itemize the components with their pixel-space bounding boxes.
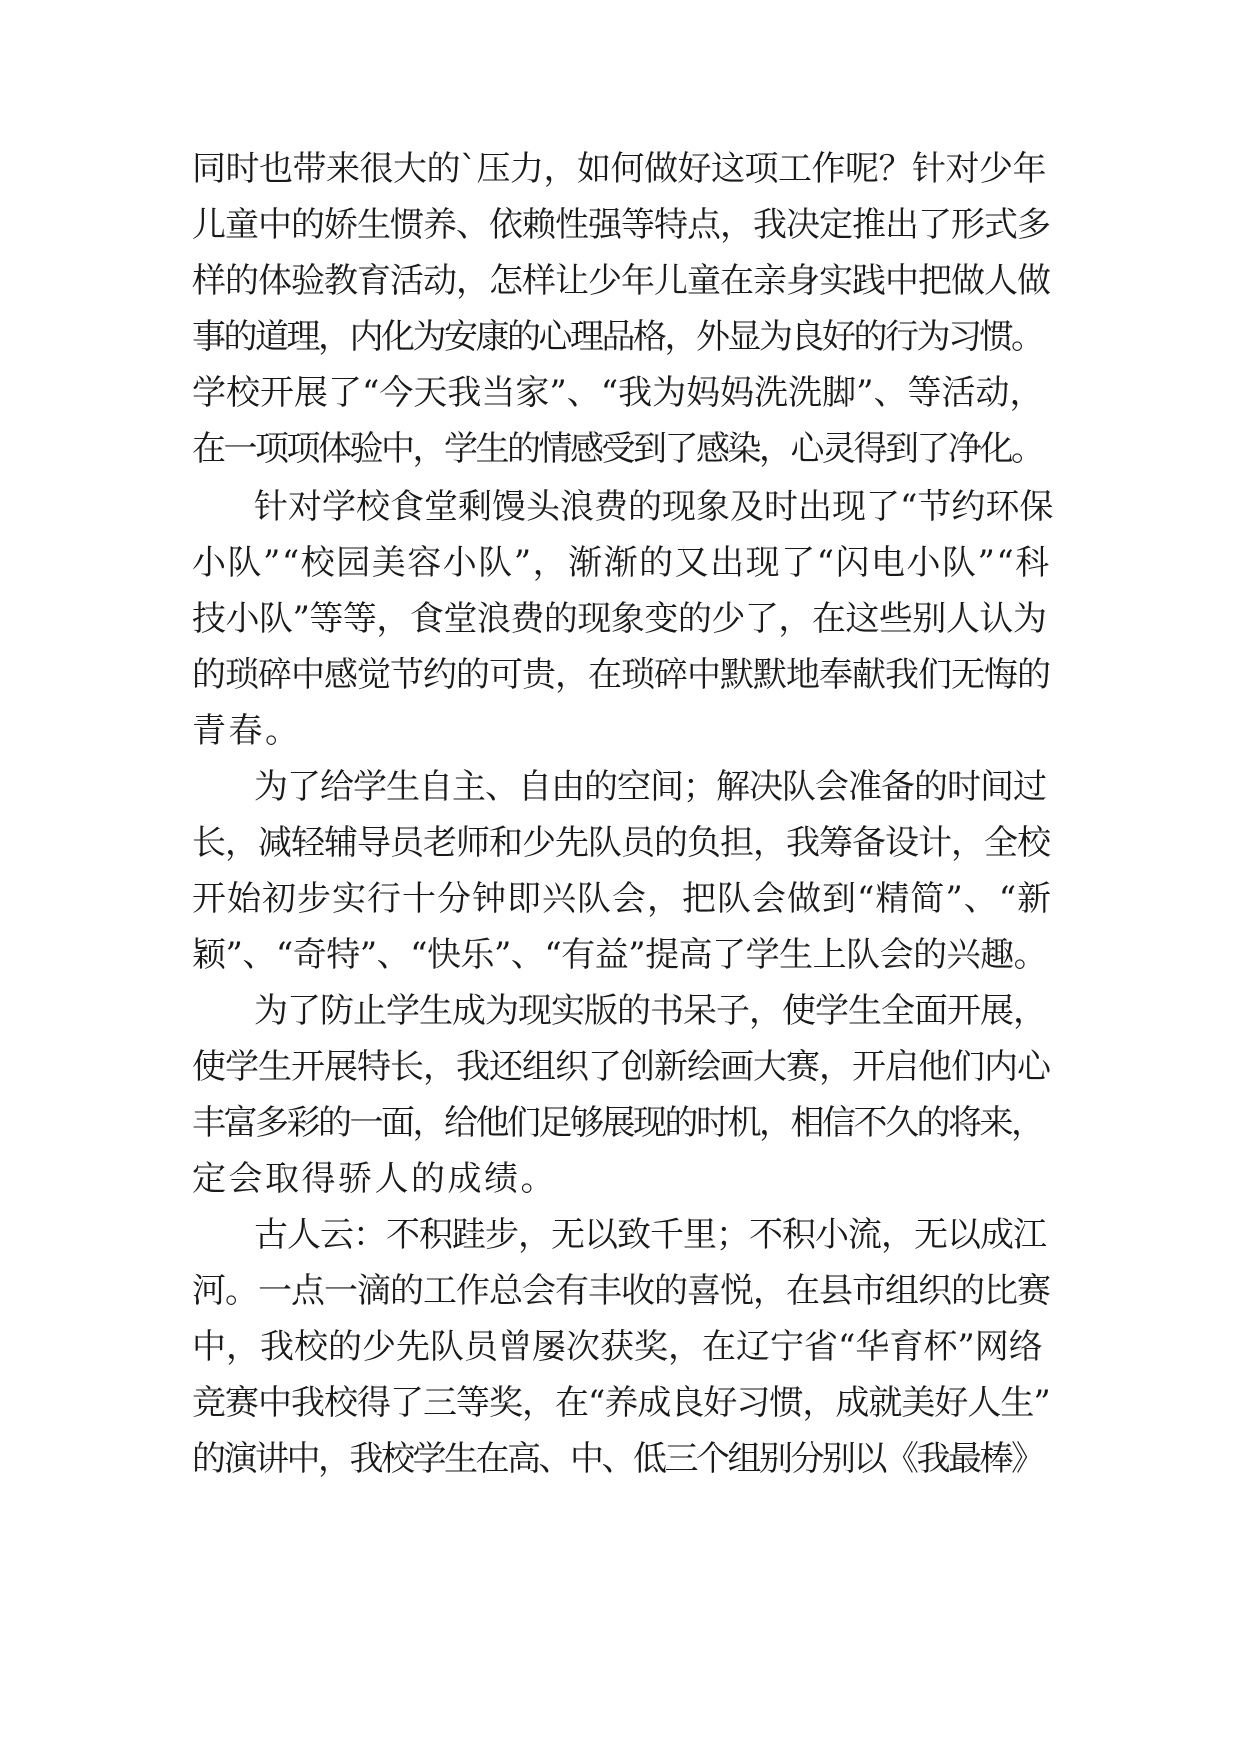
paragraph-1-line-4: 事的道理，内化为安康的心理品格，外显为良好的行为习惯。 [192,317,1043,357]
paragraph-1-line-5: 学校开展了“今天我当家”、“我为妈妈洗洗脚”、等活动， [192,373,1044,413]
paragraph-2-line-4: 的琐碎中感觉节约的可贵，在琐碎中默默地奉献我们无悔的 [192,655,1050,695]
paragraph-3-line-2: 长，减轻辅导员老师和少先队员的负担，我筹备设计，全校 [192,823,1050,863]
paragraph-3-line-1: 为了给学生自主、自由的空间；解决队会准备的时间过 [254,767,1046,807]
paragraph-4-line-4: 定会取得骄人的成绩。 [192,1159,557,1199]
paragraph-5-line-2: 河。一点一滴的工作总会有丰收的喜悦，在县市组织的比赛 [192,1271,1050,1311]
paragraph-2-line-5: 青春。 [192,711,302,751]
paragraph-2-line-1: 针对学校食堂剩馒头浪费的现象及时出现了“节约环保 [254,487,1054,527]
paragraph-4-line-1: 为了防止学生成为现实版的书呆子，使学生全面开展， [254,991,1046,1031]
paragraph-4-line-3: 丰富多彩的一面，给他们足够展现的时机，相信不久的将来， [192,1103,1043,1143]
paragraph-1-line-2: 儿童中的娇生惯养、依赖性强等特点，我决定推出了形式多 [192,205,1050,245]
paragraph-2-line-2: 小队”“校园美容小队”，渐渐的又出现了“闪电小队”“科 [192,543,1051,583]
paragraph-3-line-4: 颖”、“奇特”、“快乐”、“有益”提高了学生上队会的兴趣。 [192,935,1048,975]
paragraph-1-line-6: 在一项项体验中，学生的情感受到了感染，心灵得到了净化。 [192,429,1043,469]
paragraph-5-line-3: 中，我校的少先队员曾屡次获奖，在辽宁省“华育杯”网络 [192,1327,1043,1367]
paragraph-2-line-3: 技小队”等等，食堂浪费的现象变的少了，在这些别人认为 [192,599,1047,639]
paragraph-5-line-5: 的演讲中，我校学生在高、中、低三个组别分别以《我最棒》 [192,1439,1043,1479]
paragraph-5-line-4: 竞赛中我校得了三等奖，在“养成良好习惯，成就美好人生” [192,1383,1050,1423]
paragraph-5-line-1: 古人云：不积跬步，无以致千里；不积小流，无以成江 [254,1215,1046,1255]
paragraph-4-line-2: 使学生开展特长，我还组织了创新绘画大赛，开启他们内心 [192,1047,1050,1087]
paragraph-1-line-1: 同时也带来很大的`压力，如何做好这项工作呢？针对少年 [192,149,1046,189]
paragraph-3-line-3: 开始初步实行十分钟即兴队会，把队会做到“精简”、“新 [192,879,1053,919]
paragraph-1-line-3: 样的体验教育活动，怎样让少年儿童在亲身实践中把做人做 [192,261,1050,301]
